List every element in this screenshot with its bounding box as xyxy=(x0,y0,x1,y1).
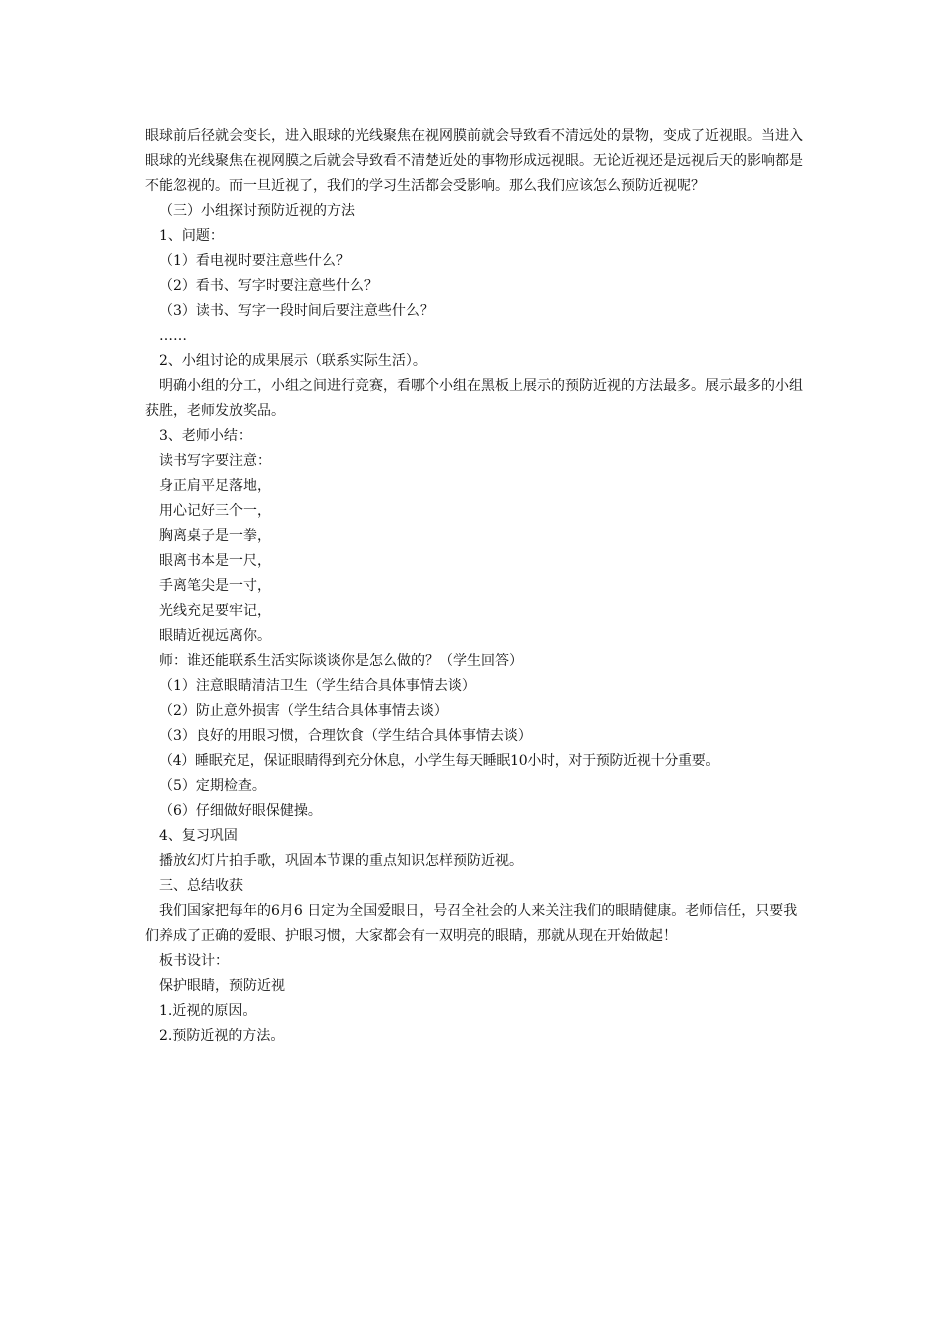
question-3: （3）读书、写字一段时间后要注意些什么？ xyxy=(159,303,434,319)
item-questions-heading: 1、问题： xyxy=(159,228,224,244)
board-design-heading: 板书设计： xyxy=(159,953,229,969)
item-review-heading: 4、复习巩固 xyxy=(159,828,238,844)
question-2: （2）看书、写字时要注意些什么？ xyxy=(159,278,378,294)
rhyme-intro: 读书写字要注意： xyxy=(159,453,271,469)
item-teacher-summary-heading: 3、老师小结： xyxy=(159,428,252,444)
answer-2: （2）防止意外损害（学生结合具体事情去谈） xyxy=(159,703,448,719)
rhyme-line-4: 眼离书本是一尺， xyxy=(159,553,271,569)
board-title: 保护眼睛，预防近视 xyxy=(159,978,285,994)
board-point-2: 2.预防近视的方法。 xyxy=(159,1028,285,1044)
rhyme-line-7: 眼睛近视远离你。 xyxy=(159,628,271,644)
rhyme-line-5: 手离笔尖是一寸， xyxy=(159,578,271,594)
answer-5: （5）定期检查。 xyxy=(159,778,266,794)
paragraph-myopia-intro: 眼球前后径就会变长，进入眼球的光线聚焦在视网膜前就会导致看不清远处的景物，变成了近视眼。当进入眼球的光线聚焦在视网膜之后就会导致看不清楚近处的事物形成远视眼。无论近视还是远视后天的影响都是不能忽视的。而一旦近视了，我们的学习生活都会受影响。那么我们应该怎么预防近视呢？ xyxy=(145,128,803,194)
item-results-heading: 2、小组讨论的成果展示（联系实际生活）。 xyxy=(159,353,427,369)
answer-4: （4）睡眠充足，保证眼睛得到充分休息，小学生每天睡眠10小时，对于预防近视十分重要。 xyxy=(159,753,720,769)
rhyme-line-2: 用心记好三个一， xyxy=(159,503,271,519)
ellipsis: …… xyxy=(159,328,187,344)
question-1: （1）看电视时要注意些什么？ xyxy=(159,253,350,269)
answer-1: （1）注意眼睛清洁卫生（学生结合具体事情去谈） xyxy=(159,678,476,694)
paragraph-group-competition: 明确小组的分工，小组之间进行竞赛，看哪个小组在黑板上展示的预防近视的方法最多。展示最多的小组获胜，老师发放奖品。 xyxy=(145,378,803,419)
rhyme-line-1: 身正肩平足落地， xyxy=(159,478,271,494)
paragraph-review: 播放幻灯片拍手歌，巩固本节课的重点知识怎样预防近视。 xyxy=(159,853,523,869)
section-heading-group-discussion: （三）小组探讨预防近视的方法 xyxy=(159,203,355,219)
rhyme-line-6: 光线充足要牢记， xyxy=(159,603,271,619)
answer-3: （3）良好的用眼习惯，合理饮食（学生结合具体事情去谈） xyxy=(159,728,532,744)
paragraph-eye-day: 我们国家把每年的6月6 日定为全国爱眼日，号召全社会的人来关注我们的眼睛健康。老师信任，只要我们养成了正确的爱眼、护眼习惯，大家都会有一双明亮的眼睛，那就从现在开始做起！ xyxy=(145,903,798,944)
answer-6: （6）仔细做好眼保健操。 xyxy=(159,803,322,819)
section-heading-summary: 三、总结收获 xyxy=(159,878,243,894)
teacher-question: 师：谁还能联系生活实际谈谈你是怎么做的？（学生回答） xyxy=(159,653,523,669)
document-page xyxy=(145,124,810,1049)
board-point-1: 1.近视的原因。 xyxy=(159,1003,257,1019)
rhyme-line-3: 胸离桌子是一拳， xyxy=(159,528,271,544)
